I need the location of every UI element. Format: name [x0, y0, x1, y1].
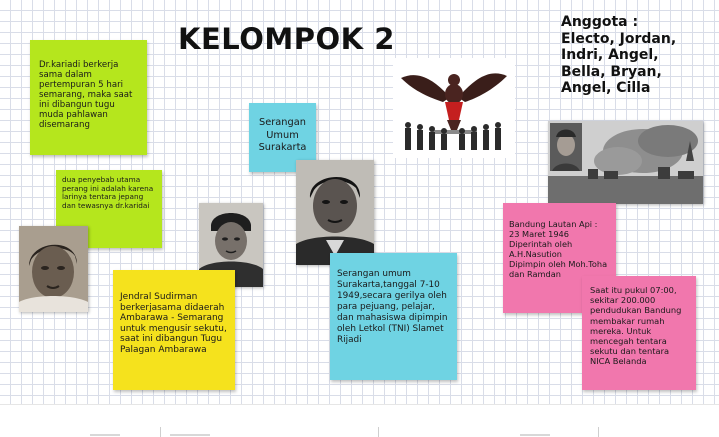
slamet-rijadi-portrait-photo: [296, 160, 374, 265]
bottom-toolbar: [0, 404, 719, 437]
note-text: dua penyebab utama perang ini adalah karena larinya tentara jepang dan tewasnya dr.karidai: [62, 175, 154, 210]
note-text: Jendral Sudirman berkerjasama didaerah Ambarawa - Semarang untuk mengusir sekutu, saat ini dibangun Tugu Palagan Ambarawa: [120, 292, 227, 355]
note-kariadi-semarang[interactable]: [30, 40, 147, 155]
note-sudirman-ambarawa[interactable]: [113, 270, 235, 390]
note-text: Serangan umum Surakarta,tanggal 7-10 1949,secara gerilya oleh para pejuang, pelajar, dan mahasiswa dipimpin oleh Letkol (TNI) Slamet Rijadi: [337, 269, 448, 345]
note-text: Bandung Lautan Api : 23 Maret 1946 Diperintah oleh A.H.Nasution Dipimpin oleh Moh.Toha dan Ramdan: [509, 219, 608, 279]
page-title: KELOMPOK 2: [178, 22, 395, 56]
note-text: Serangan Umum Surakarta: [258, 117, 307, 153]
note-text: Dr.kariadi berkerja sama dalam pertempuran 5 hari semarang, maka saat ini dibangun tugu muda pahlawan disemarang: [39, 60, 133, 130]
note-text: Saat itu pukul 07:00, sekitar 200.000 pendudukan Bandung membakar rumah mereka. Untuk mencegah tentara sekutu dan tentara NICA Belanda: [590, 285, 682, 367]
kariadi-portrait-photo: [19, 226, 88, 312]
garuda-monument-photo: [393, 58, 515, 158]
note-bandung-burning[interactable]: [582, 276, 696, 390]
members-list: Anggota : Electo, Jordan, Indri, Angel, Bella, Bryan, Angel, Cilla: [561, 14, 677, 96]
note-serangan-detail[interactable]: [330, 253, 457, 380]
bandung-lautan-api-photo: [548, 121, 703, 204]
